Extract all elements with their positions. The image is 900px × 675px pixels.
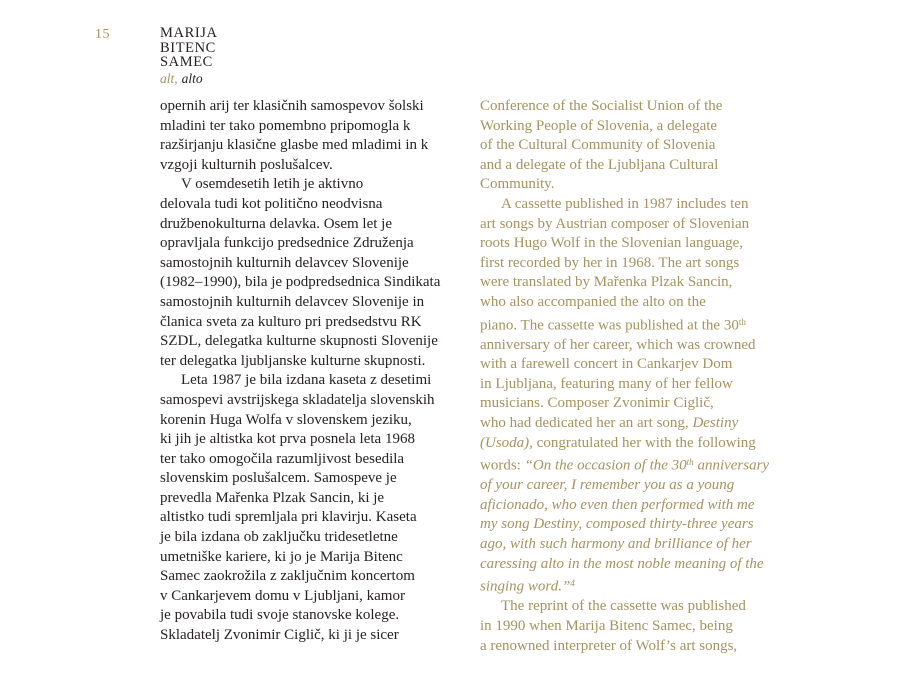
person-name-line: BITENC <box>160 39 216 56</box>
text-line: anniversary of her career, which was crowned <box>480 336 756 353</box>
text-line: ter tako omogočila razumljivost besedila <box>160 450 405 467</box>
text-line: Skladatelj Zvonimir Ciglič, ki ji je sicer <box>160 627 399 644</box>
text-line: in 1990 when Marija Bitenc Samec, being <box>480 617 733 634</box>
text-line: were translated by Mařenka Plzak Sancin, <box>480 274 733 291</box>
text-line: razširjanju klasične glasbe med mladimi in k <box>160 137 429 154</box>
text-line: musicians. Composer Zvonimir Ciglič, <box>480 395 714 412</box>
text-line: slovenskim poslušalcem. Samospeve je <box>160 470 397 487</box>
left-column-slovenian <box>160 97 476 646</box>
text-line: ter delegatka ljubljanske kulturne skupnosti. <box>160 352 426 369</box>
person-name-line: SAMEC <box>160 54 213 70</box>
text-line: SZDL, delegatka kulturne skupnosti Slovenije <box>160 333 438 350</box>
text-line: roots Hugo Wolf in the Slovenian language, <box>480 235 744 252</box>
text-line: je bila izdana ob zaključku tridesetletne <box>160 529 398 546</box>
text-line: opravljala funkcijo predsednice Združenja <box>160 235 414 252</box>
text-line: who also accompanied the alto on the <box>480 293 706 310</box>
text-line: mladini ter tako pomembno pripomogla k <box>160 117 411 134</box>
text-line: altistko tudi spremljala pri klavirju. Kaseta <box>160 509 417 526</box>
text-line: first recorded by her in 1968. The art songs <box>480 254 740 271</box>
text-line: Leta 1987 je bila izdana kaseta z desetimi <box>181 372 432 389</box>
text-line: samostojnih kulturnih delavcev Slovenije in <box>160 293 425 310</box>
text-line: samospevi avstrijskega skladatelja slovenskih <box>160 391 435 408</box>
text-line: aficionado, who even then performed with me <box>480 496 755 513</box>
text-line: A cassette published in 1987 includes ten <box>501 195 749 212</box>
voice-subtitle <box>160 71 218 86</box>
text-line: korenin Huga Wolfa v slovenskem jeziku, <box>160 411 412 428</box>
text-line: of the Cultural Community of Slovenia <box>480 137 716 154</box>
text-line: a renowned interpreter of Wolf’s art songs, <box>480 637 738 654</box>
chapter-header <box>160 26 218 86</box>
text-line: who had dedicated her an art song, Destiny <box>480 415 739 431</box>
voice-subtitle-slovenian: alt, <box>160 70 178 86</box>
text-line: v Cankarjevem domu v Ljubljani, kamor <box>160 587 405 604</box>
text-line: The reprint of the cassette was published <box>501 598 746 615</box>
text-line: Samec zaokrožila z zaključnim koncertom <box>160 568 415 585</box>
text-line: art songs by Austrian composer of Slovenian <box>480 215 750 232</box>
text-line: Community. <box>480 176 555 193</box>
text-line: delovala tudi kot politično neodvisna <box>160 195 383 212</box>
text-line: my song Destiny, composed thirty-three years <box>480 516 754 533</box>
voice-subtitle-english: alto <box>181 70 203 86</box>
text-line: in Ljubljana, featuring many of her fellow <box>480 375 733 392</box>
text-line: članica sveta za kulturo pri predsedstvu RK <box>160 313 422 330</box>
text-line: samostojnih kulturnih delavcev Slovenije <box>160 254 409 271</box>
text-line: Working People of Slovenia, a delegate <box>480 117 718 134</box>
text-line: prevedla Mařenka Plzak Sancin, ki je <box>160 489 385 506</box>
right-column-english <box>480 97 805 656</box>
text-line: caressing alto in the most noble meaning of the <box>480 555 764 572</box>
text-line: with a farewell concert in Cankarjev Dom <box>480 356 733 373</box>
text-line: Conference of the Socialist Union of the <box>480 98 723 114</box>
text-line: (1982–1990), bila je podpredsednica Sindikata <box>160 274 441 291</box>
person-name-line: MARIJA <box>160 25 218 41</box>
text-line: ago, with such harmony and brilliance of her <box>480 536 752 553</box>
text-line: opernih arij ter klasičnih samospevov šolski <box>160 98 424 114</box>
text-line: je povabila tudi svoje stanovske kolege. <box>160 607 400 624</box>
text-line: words: “On the occasion of the 30th anniversary <box>480 457 770 474</box>
text-line: of your career, I remember you as a young <box>480 477 735 494</box>
text-line: (Usoda), congratulated her with the following <box>480 434 756 451</box>
text-line: družbenokulturna delavka. Osem let je <box>160 215 393 232</box>
text-line: vzgoji kulturnih poslušalcev. <box>160 156 333 173</box>
text-line: singing word.”$^4$ <box>480 578 575 595</box>
text-line: and a delegate of the Ljubljana Cultural <box>480 156 719 173</box>
page-number: 15 <box>95 27 110 42</box>
text-line: umetniške kariere, ki jo je Marija Bitenc <box>160 548 403 565</box>
text-line: V osemdesetih letih je aktivno <box>181 176 364 193</box>
text-line: ki jih je altistka kot prva posnela leta 1968 <box>160 431 415 448</box>
text-line: piano. The cassette was published at the 30th <box>480 316 746 334</box>
